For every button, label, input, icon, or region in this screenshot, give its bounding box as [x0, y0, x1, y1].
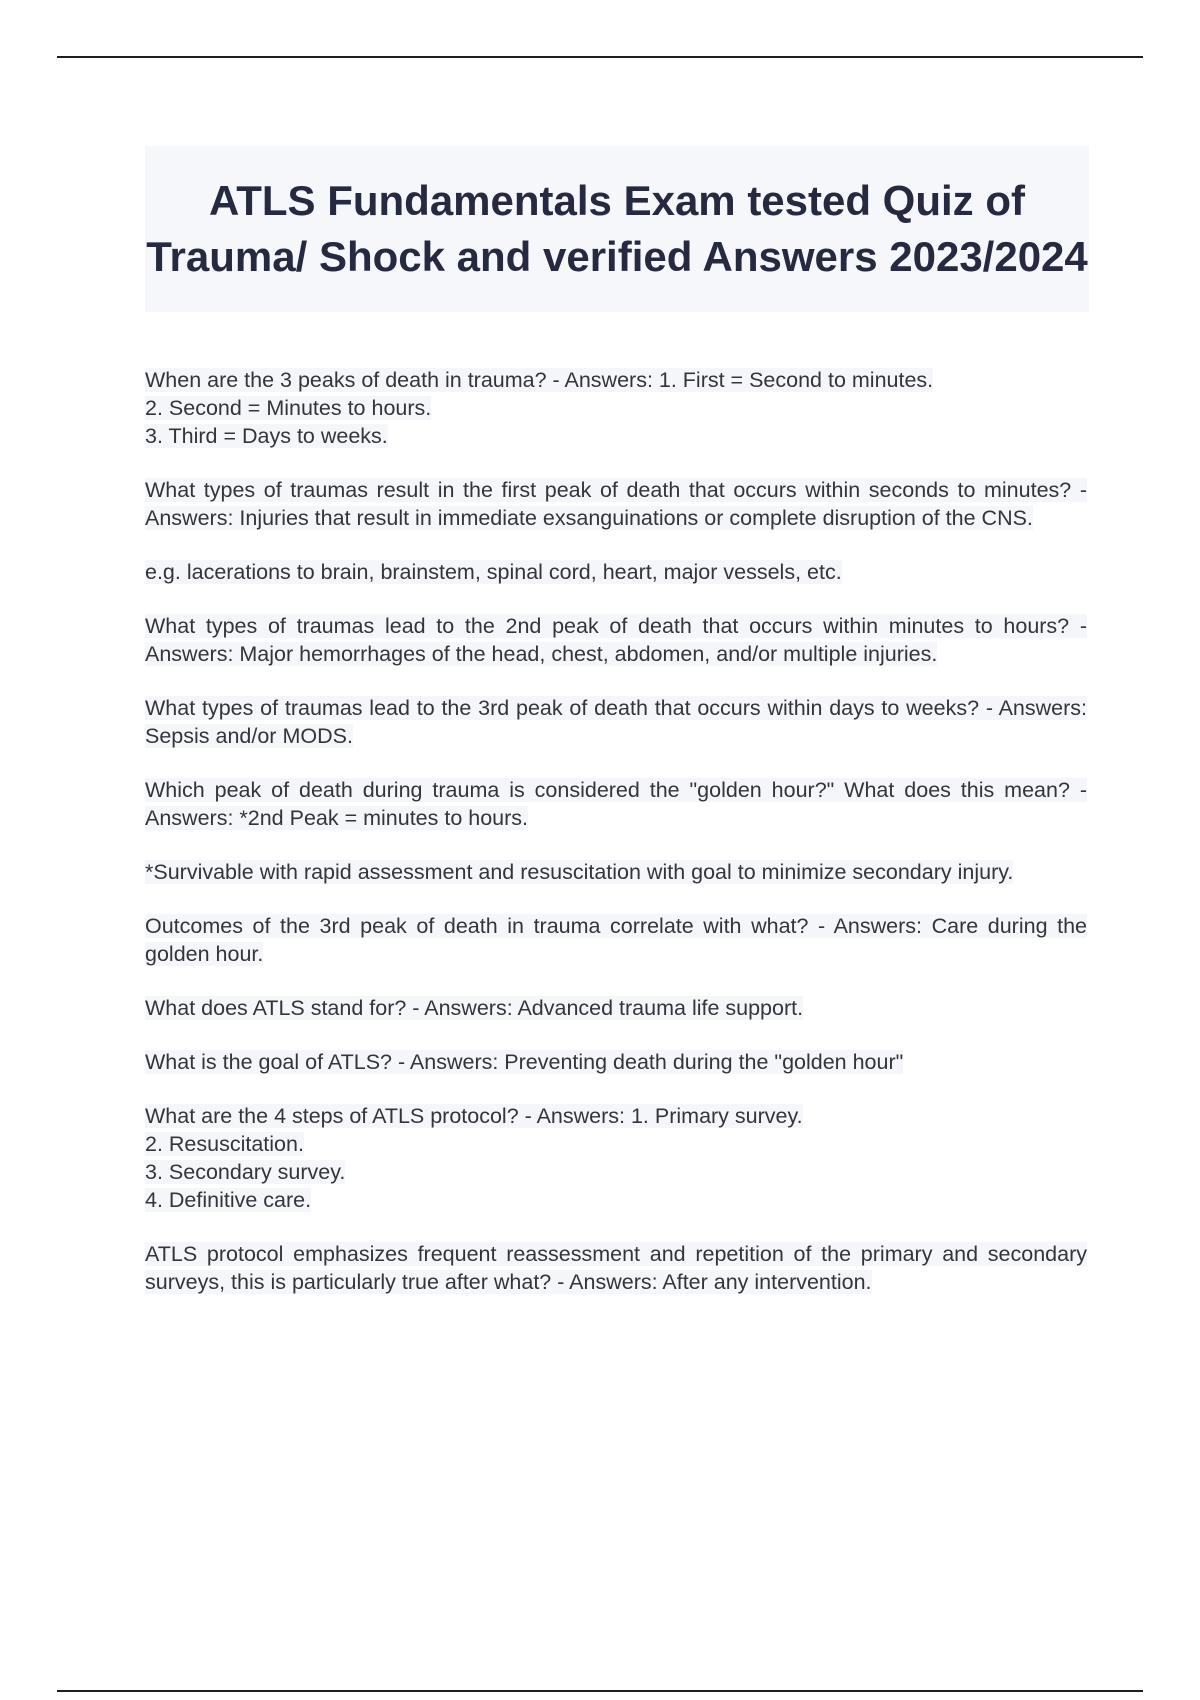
paragraph-line: What are the 4 steps of ATLS protocol? - Answers: 1. Primary survey.: [145, 1104, 803, 1128]
paragraph-line: 2. Resuscitation.: [145, 1132, 304, 1156]
qa-paragraph: *Survivable with rapid assessment and resuscitation with goal to minimize secondary injury.: [145, 860, 1014, 884]
qa-paragraph: e.g. lacerations to brain, brainstem, spinal cord, heart, major vessels, etc.: [145, 560, 842, 584]
qa-paragraph: What types of traumas result in the first peak of death that occurs within seconds to minutes? - Answers: Injuries that result in immediate exsanguinations or complete disruption of the CNS.: [145, 478, 1087, 530]
bottom-divider: [57, 1690, 1143, 1692]
qa-paragraph: What is the goal of ATLS? - Answers: Preventing death during the "golden hour": [145, 1050, 904, 1074]
paragraph-line: When are the 3 peaks of death in trauma? - Answers: 1. First = Second to minutes.: [145, 368, 934, 392]
qa-paragraph: What does ATLS stand for? - Answers: Advanced trauma life support.: [145, 996, 804, 1020]
paragraph-line: 3. Third = Days to weeks.: [145, 424, 388, 448]
paragraph-line: 3. Secondary survey.: [145, 1160, 346, 1184]
document-title: ATLS Fundamentals Exam tested Quiz of Trauma/ Shock and verified Answers 2023/2024: [146, 177, 1088, 280]
paragraph-line: 2. Second = Minutes to hours.: [145, 396, 432, 420]
qa-content: [145, 366, 1087, 1322]
qa-paragraph: [145, 366, 1087, 450]
qa-paragraph: ATLS protocol emphasizes frequent reassessment and repetition of the primary and secondary surveys, this is particularly true after what? - Answers: After any intervention.: [145, 1242, 1087, 1294]
top-divider: [57, 56, 1143, 58]
qa-paragraph: [145, 1102, 1087, 1214]
qa-paragraph: Which peak of death during trauma is considered the "golden hour?" What does this mean? - Answers: *2nd Peak = minutes to hours.: [145, 778, 1087, 830]
title-block: [145, 146, 1089, 312]
qa-paragraph: Outcomes of the 3rd peak of death in trauma correlate with what? - Answers: Care during the golden hour.: [145, 914, 1087, 966]
paragraph-line: 4. Definitive care.: [145, 1188, 312, 1212]
qa-paragraph: What types of traumas lead to the 2nd peak of death that occurs within minutes to hours? - Answers: Major hemorrhages of the head, chest, abdomen, and/or multiple injuries.: [145, 614, 1087, 666]
qa-paragraph: What types of traumas lead to the 3rd peak of death that occurs within days to weeks? - Answers: Sepsis and/or MODS.: [145, 696, 1087, 748]
